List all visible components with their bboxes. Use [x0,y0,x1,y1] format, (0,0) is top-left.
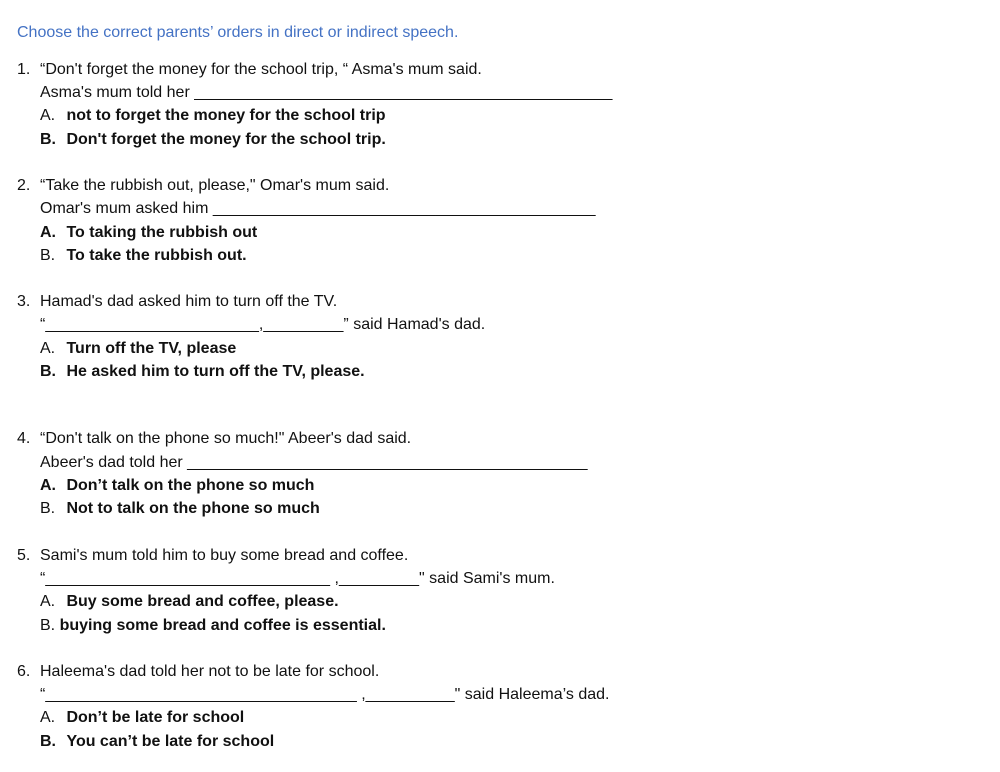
option-b[interactable] [40,362,365,382]
question-number: 1. [17,61,31,78]
option-b[interactable] [40,246,247,266]
option-b[interactable] [40,732,274,752]
answer-line: “________________________,_________” said Hamad's dad. [40,316,486,333]
option-b[interactable] [40,130,386,150]
option-a[interactable] [40,592,339,612]
question-prompt: “Take the rubbish out, please," Omar's mum said. [40,177,390,194]
option-text: To taking the rubbish out [66,224,258,241]
option-text: Buy some bread and coffee, please. [66,593,339,610]
option-text: not to forget the money for the school trip [66,107,386,124]
answer-line: “________________________________ ,_________" said Sami's mum. [40,570,555,587]
option-text: He asked him to turn off the TV, please. [66,363,365,380]
question-number: 3. [17,293,31,310]
option-letter: B. [40,131,56,148]
option-a[interactable] [40,339,236,359]
option-b[interactable] [40,616,386,636]
answer-line: Asma's mum told her _______________________________________________ [40,84,613,101]
option-letter: B. [40,247,56,264]
worksheet-title: Choose the correct parents’ orders in direct or indirect speech. [17,24,459,41]
option-text: Don’t be late for school [66,709,245,726]
option-letter: A. [40,593,56,610]
question-prompt: Haleema's dad told her not to be late for school. [40,663,380,680]
option-a[interactable] [40,708,244,728]
option-letter: A. [40,224,56,241]
option-text: Don't forget the money for the school trip. [66,131,386,148]
question-prompt: “Don't forget the money for the school trip, “ Asma's mum said. [40,61,482,78]
answer-line: Abeer's dad told her _____________________________________________ [40,454,588,471]
question-number: 2. [17,177,31,194]
option-b[interactable] [40,499,320,519]
option-letter: B. [40,363,56,380]
option-text: Not to talk on the phone so much [66,500,320,517]
option-letter: A. [40,107,56,124]
option-text: To take the rubbish out. [66,247,247,264]
option-letter: A. [40,340,56,357]
option-letter: A. [40,477,56,494]
question-prompt: Hamad's dad asked him to turn off the TV. [40,293,338,310]
option-text: Don’t talk on the phone so much [66,477,315,494]
option-a[interactable] [40,476,314,496]
option-letter: B. [40,500,56,517]
question-number: 4. [17,430,31,447]
answer-line: “___________________________________ ,__________" said Haleema’s dad. [40,686,610,703]
question-number: 5. [17,547,31,564]
option-text: You can’t be late for school [66,733,275,750]
option-a[interactable] [40,106,386,126]
option-letter: B. [40,733,56,750]
question-number: 6. [17,663,31,680]
option-letter: A. [40,709,56,726]
question-prompt: “Don't talk on the phone so much!" Abeer's dad said. [40,430,412,447]
option-text: buying some bread and coffee is essential. [59,617,386,634]
option-letter: B. [40,617,56,634]
answer-line: Omar's mum asked him ___________________________________________ [40,200,596,217]
option-text: Turn off the TV, please [66,340,237,357]
option-a[interactable] [40,223,257,243]
question-prompt: Sami's mum told him to buy some bread and coffee. [40,547,409,564]
